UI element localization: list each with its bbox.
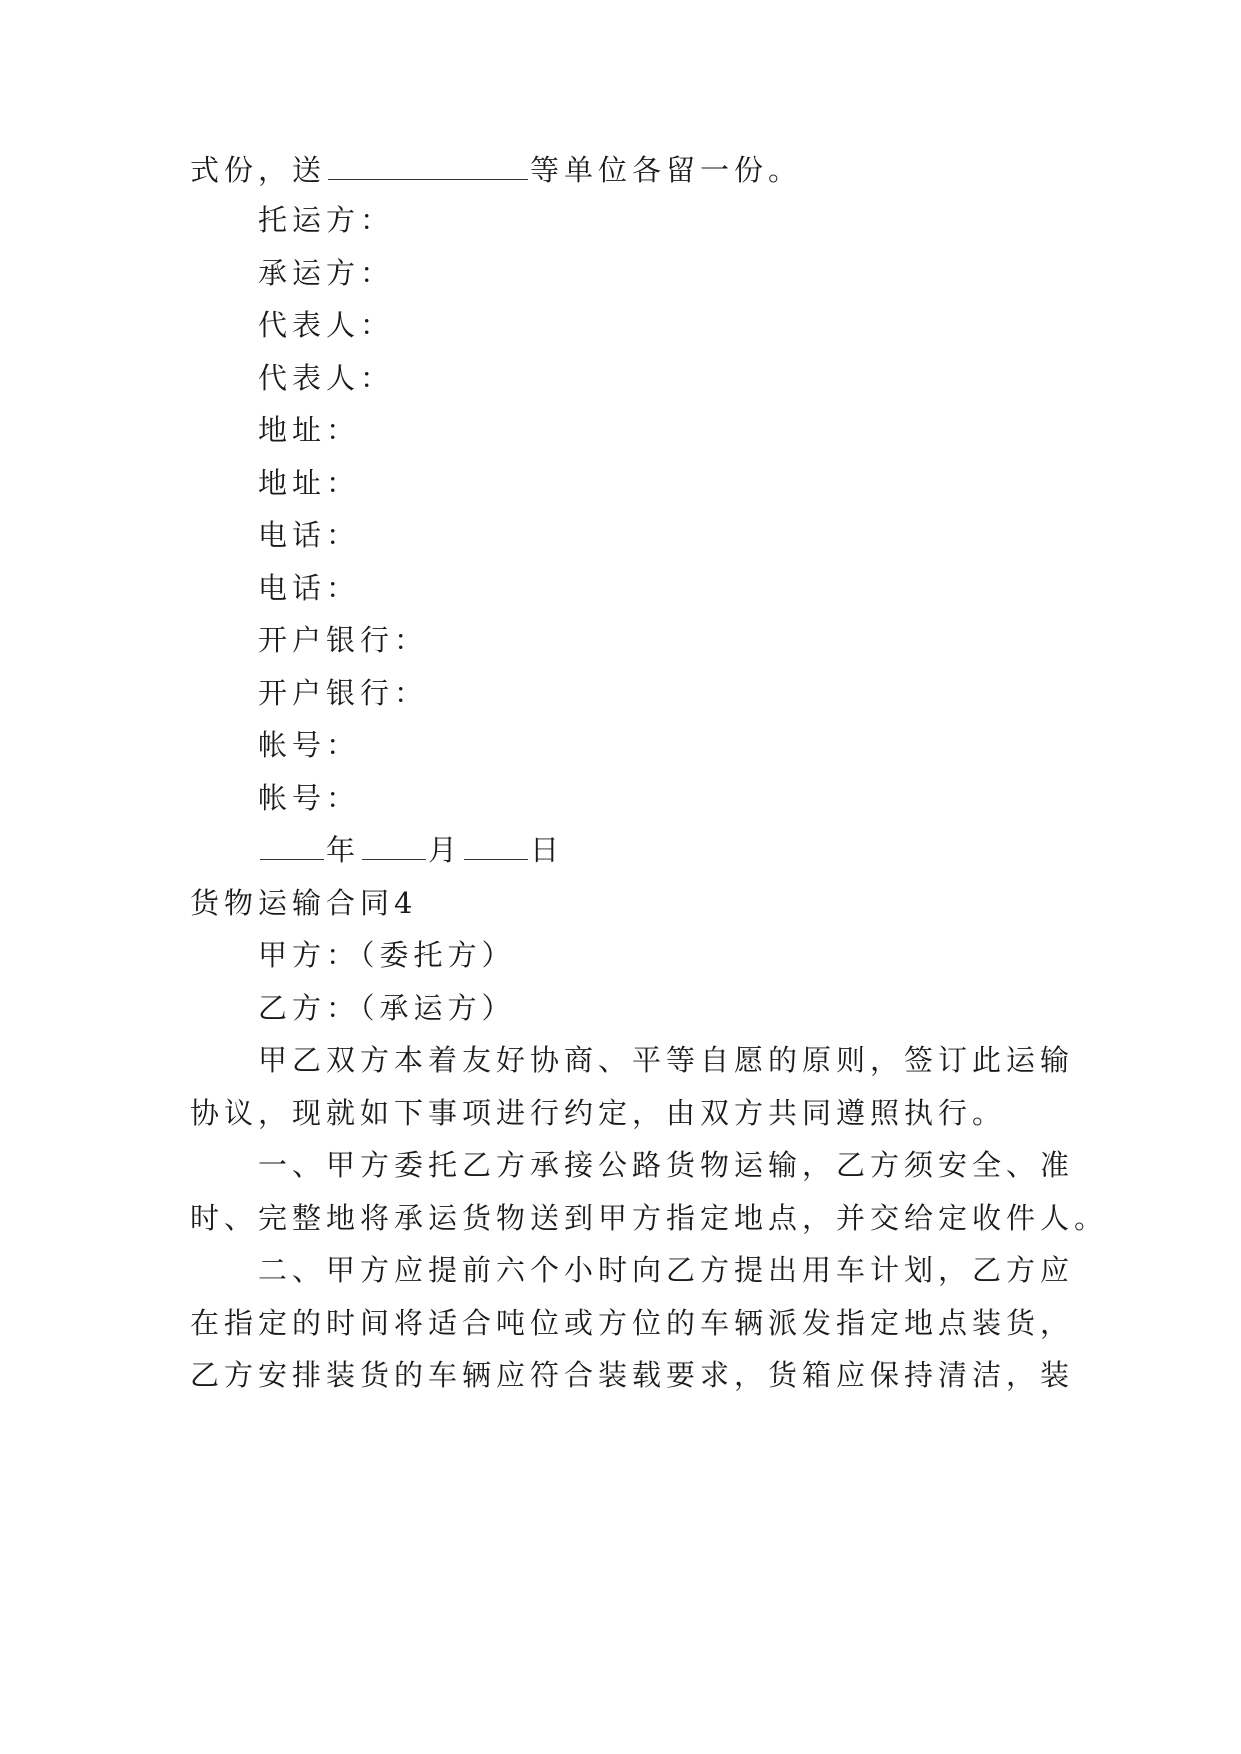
- month-label: 月: [428, 833, 463, 867]
- field-representative-1: 代表人：: [258, 308, 395, 342]
- month-blank: [362, 833, 426, 860]
- field-representative-2: 代表人：: [258, 361, 395, 395]
- day-blank: [464, 833, 528, 860]
- opening-line: [190, 150, 802, 190]
- field-shipper: 托运方：: [258, 203, 395, 237]
- party-a-line: 甲方：（委托方）: [258, 938, 516, 972]
- recipient-blank: [328, 153, 528, 180]
- day-label: 日: [530, 833, 565, 867]
- year-label: 年: [326, 833, 361, 867]
- field-phone-2: 电话：: [258, 571, 361, 605]
- date-line: [258, 830, 564, 870]
- intro-paragraph-line-1: 甲乙双方本着友好协商、平等自愿的原则，签订此运输: [258, 1043, 1075, 1077]
- field-phone-1: 电话：: [258, 518, 361, 552]
- section-title: 货物运输合同4: [190, 886, 418, 920]
- opening-text-after: 等单位各留一份。: [530, 153, 803, 187]
- clause-1-line-1: 一、甲方委托乙方承接公路货物运输，乙方须安全、准: [258, 1148, 1075, 1182]
- field-bank-2: 开户银行：: [258, 676, 429, 710]
- year-blank: [260, 833, 324, 860]
- clause-2-line-3: 乙方安排装货的车辆应符合装载要求，货箱应保持清洁，装: [190, 1358, 1075, 1392]
- field-carrier: 承运方：: [258, 256, 395, 290]
- party-b-line: 乙方：（承运方）: [258, 991, 516, 1025]
- field-address-2: 地址：: [258, 466, 361, 500]
- clause-1-line-2: 时、完整地将承运货物送到甲方指定地点，并交给定收件人。: [190, 1201, 1109, 1235]
- intro-paragraph-line-2: 协议，现就如下事项进行约定，由双方共同遵照执行。: [190, 1096, 1007, 1130]
- field-account-2: 帐号：: [258, 781, 361, 815]
- field-bank-1: 开户银行：: [258, 623, 429, 657]
- field-account-1: 帐号：: [258, 728, 361, 762]
- clause-2-line-2: 在指定的时间将适合吨位或方位的车辆派发指定地点装货，: [190, 1306, 1075, 1340]
- field-address-1: 地址：: [258, 413, 361, 447]
- opening-text-before: 式份，送: [190, 153, 327, 187]
- clause-2-line-1: 二、甲方应提前六个小时向乙方提出用车计划，乙方应: [258, 1253, 1075, 1287]
